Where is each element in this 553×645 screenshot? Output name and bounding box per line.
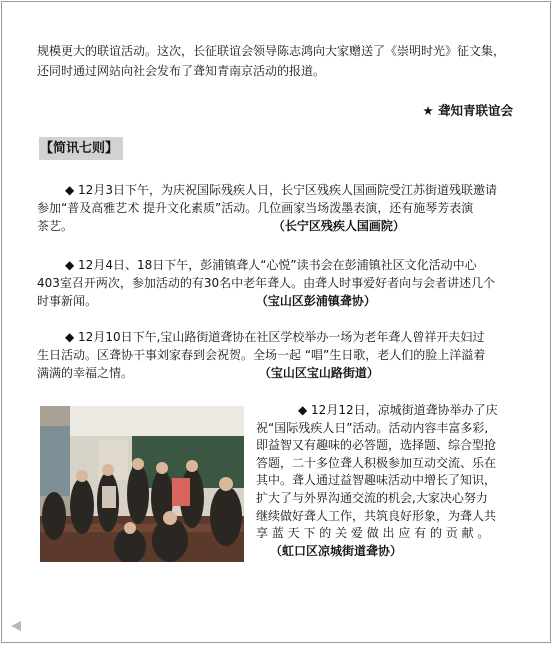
item-line-last — [37, 217, 497, 235]
item-line: 时事新闻。 — [37, 294, 98, 308]
signature: ★ 聋知青联谊会 — [422, 103, 513, 118]
intro-paragraph — [37, 41, 505, 81]
item-line: 祝“国际残疾人日”活动。活动内容丰富多彩, — [256, 420, 489, 435]
item-line: 扩大了与外界沟通交流的机会,大家决心努力 — [256, 490, 488, 505]
item-line: 满满的幸福之情。 — [37, 366, 134, 380]
item-line: 403室召开两次，参加活动的有30名中老年聋人。由聋人时事爱好者向与会者讲述几个 — [37, 276, 496, 290]
item-line: ◆ 12月4日、18日下午，彭浦镇聋人“心悦”读书会在彭浦镇社区文化活动中心 — [65, 258, 477, 272]
back-arrow-icon[interactable] — [11, 621, 21, 631]
item-source: （宝山区宝山路街道） — [258, 366, 379, 380]
item-line-last — [37, 292, 495, 310]
item-line: ◆ 12月3日下午，为庆祝国际残疾人日，长宁区残疾人国画院受江苏街道残联邀请 — [65, 183, 497, 197]
item-line: 继续做好聋人工作，共筑良好形象，为聋人共 — [256, 508, 497, 523]
item-line: ◆ 12月10日下午,宝山路街道聋协在社区学校举办一场为老年聋人曾祥开夫妇过 — [65, 330, 485, 344]
item-line: 参加“普及高雅艺术 提升文化素质”活动。几位画家当场泼墨表演，还有施琴芳表演 — [37, 201, 474, 215]
section-title: 【简讯七则】 — [39, 137, 123, 160]
item-source: （宝山区彭浦镇聋协） — [255, 294, 376, 308]
item-source: （虹口区凉城街道聋协） — [270, 543, 403, 558]
item-line-last — [37, 364, 485, 382]
item-line: 答题，二十多位聋人积极参加互动交流、乐在 — [256, 455, 497, 470]
intro-line: 规模更大的联谊活动。这次，长征联谊会领导陈志鸿向大家赠送了《崇明时光》征文集， — [37, 44, 506, 58]
news-item — [37, 256, 495, 310]
item-line: 其中。聋人通过益智趣味活动中增长了知识， — [256, 473, 497, 488]
item-source: （长宁区残疾人国画院） — [272, 219, 405, 233]
item-line: 享 蓝 天 下 的 关 爱 做 出 应 有 的 贡 献 。 — [256, 526, 490, 541]
event-photo — [40, 406, 244, 562]
item-line: 茶艺。 — [37, 219, 74, 233]
intro-line: 还同时通过网站向社会发布了聋知青南京活动的报道。 — [37, 64, 326, 78]
news-item — [37, 328, 485, 382]
item-line: 即益智又有趣味的必答题，选择题、综合型抢 — [256, 438, 497, 453]
item-line: 生日活动。区聋协干事刘家春到会祝贺。全场一起 “唱”生日歌，老人们的脸上洋溢着 — [37, 348, 486, 362]
news-item — [256, 402, 498, 560]
item-line: ◆ 12月12日，凉城街道聋协举办了庆 — [298, 403, 498, 417]
news-item — [37, 181, 497, 235]
event-photo-illustration — [40, 406, 244, 562]
